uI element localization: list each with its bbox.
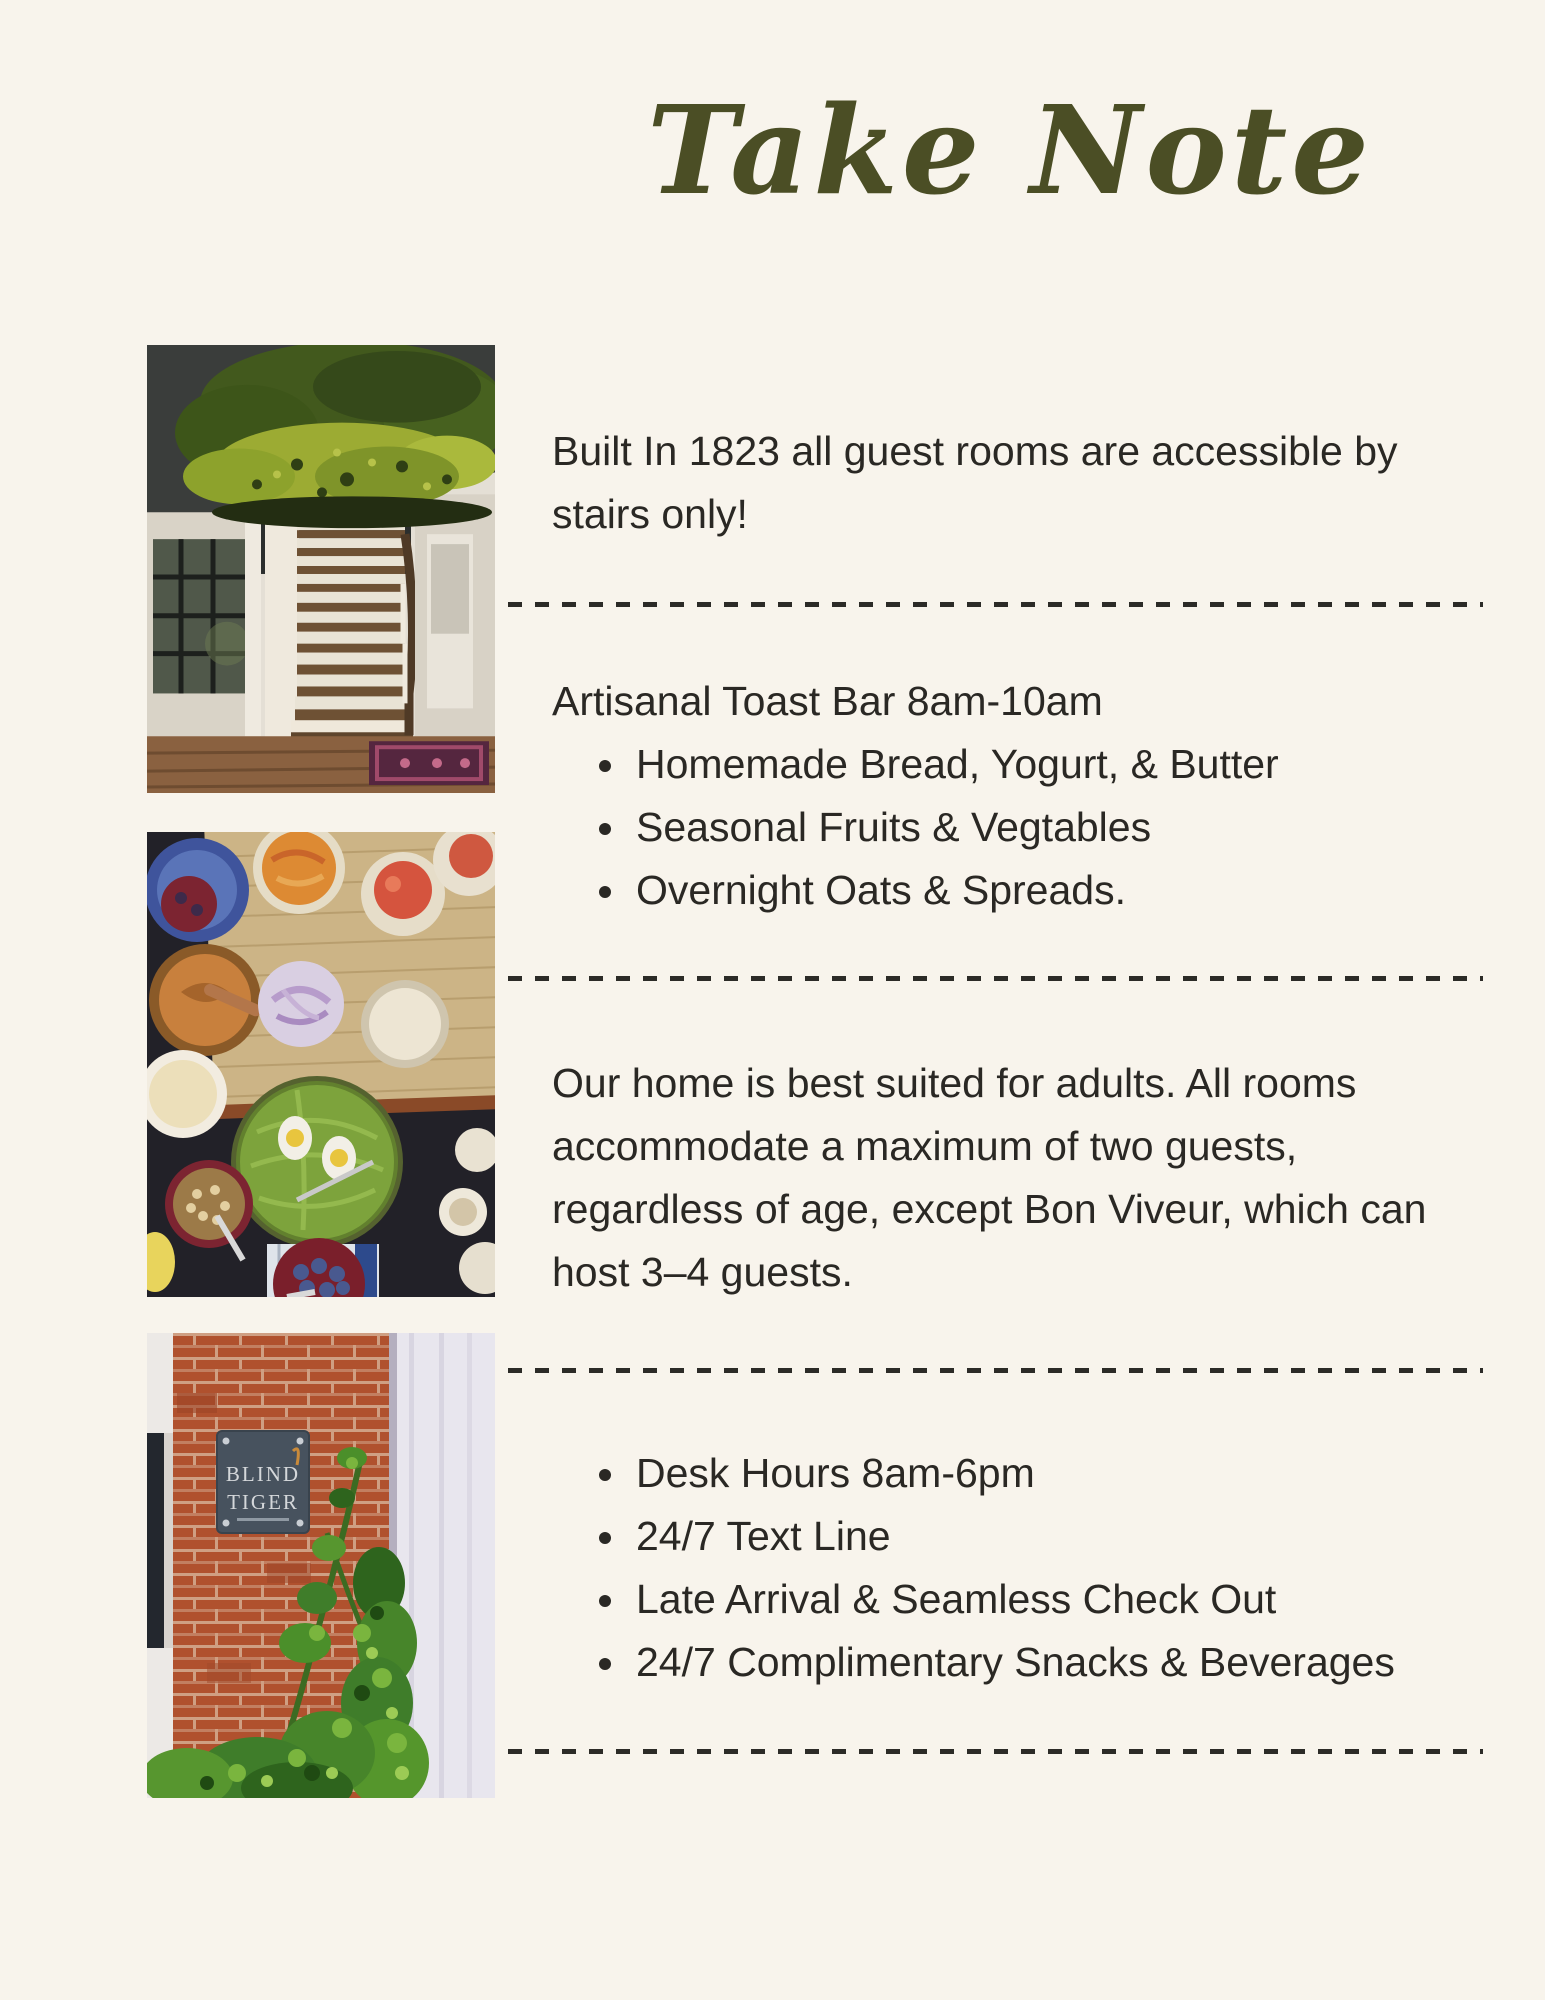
photo-brick-ivy-sign [147,1333,495,1798]
list-item: • 24/7 Text Line [630,1505,1535,1568]
list-item: • Late Arrival & Seamless Check Out [630,1568,1535,1631]
moss-cloud [175,345,495,528]
dashed-divider-2 [508,976,1483,981]
staircase-moss-illustration [147,345,495,793]
sign-text-line2: TIGER [227,1490,299,1514]
toast-bar-illustration [147,832,495,1297]
list-item: • Overnight Oats & Spreads. [630,859,1457,922]
dashed-divider-1 [508,602,1483,607]
sign-text-line1: BLIND [225,1462,301,1486]
page-title: Take Note [647,78,1373,222]
note-built-1823: Built In 1823 all guest rooms are accessible by stairs only! [552,428,1398,537]
list-item: • Homemade Bread, Yogurt, & Butter [630,733,1457,796]
toast-bar-heading: Artisanal Toast Bar 8am-10am [552,678,1103,724]
toast-bar-list [552,733,1457,922]
list-item: • Seasonal Fruits & Vegtables [630,796,1457,859]
brick-ivy-illustration [147,1333,495,1798]
list-item: • Desk Hours 8am-6pm [630,1442,1535,1505]
dashed-divider-4 [508,1749,1483,1754]
dashed-divider-3 [508,1368,1483,1373]
photo-staircase-moss [147,345,495,793]
services-list [552,1442,1535,1694]
note-adults-only: Our home is best suited for adults. All rooms accommodate a maximum of two guests, regardless of age, except Bon Viveur, which can host 3–4 guests. [552,1060,1427,1295]
toast-bar-section [552,670,1457,922]
list-item: • 24/7 Complimentary Snacks & Beverages [630,1631,1535,1694]
blind-tiger-sign [217,1431,309,1533]
photo-toast-bar-spread [147,832,495,1297]
